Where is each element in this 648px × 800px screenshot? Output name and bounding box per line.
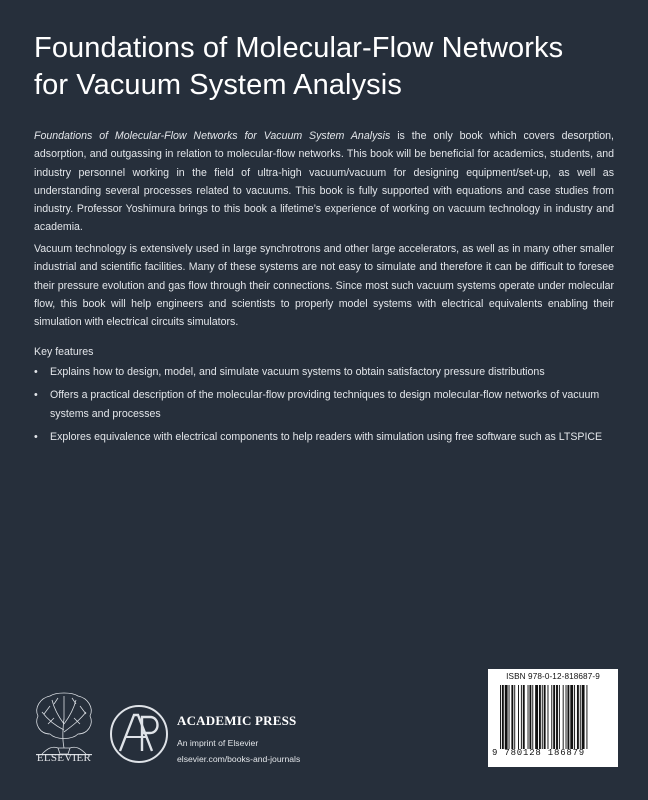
title-line-2: for Vacuum System Analysis xyxy=(34,69,402,101)
book-title xyxy=(34,30,624,104)
barcode-bars xyxy=(500,685,612,749)
key-feature-item: • Explores equivalence with electrical components to help readers with simulation using free software such as LTSPICE xyxy=(34,428,614,446)
isbn-label: ISBN 978-0-12-818687-9 xyxy=(506,672,600,681)
elsevier-wordmark: ELSEVIER xyxy=(36,752,92,764)
academic-press-logo xyxy=(108,703,170,765)
title-line-1: Foundations of Molecular-Flow Networks xyxy=(34,32,564,64)
key-features-heading: Key features xyxy=(34,346,94,358)
imprint-name: ACADEMIC PRESS xyxy=(177,713,297,728)
book-title-italic: Foundations of Molecular-Flow Networks for Vacuum System Analysis xyxy=(34,130,391,142)
key-feature-item: • Offers a practical description of the molecular-flow providing techniques to design molecular-flow networks of vacuum systems and processes xyxy=(34,386,614,423)
key-features-list xyxy=(34,363,614,451)
isbn-barcode xyxy=(488,669,618,767)
publisher-website: elsevier.com/books-and-journals xyxy=(177,754,301,764)
imprint-line: An imprint of Elsevier xyxy=(177,738,259,748)
key-feature-item: • Explains how to design, model, and simulate vacuum systems to obtain satisfactory pressure distributions xyxy=(34,363,614,381)
paragraph-1-text: is the only book which covers desorption, adsorption, and outgassing in relation to molecular-flow networks. This book will be beneficial for academics, students, and industry personnel working in the field of ultra-high vacuum/vacuum for designing equipment/set-up, as well as understanding several processes related to vacuums. This book is fully supported with equations and case studies from industry. Professor Yoshimura brings to this book a lifetime’s experience of working on vacuum technology in industry and academia. xyxy=(34,130,614,234)
description-paragraph-2: Vacuum technology is extensively used in large synchrotrons and other large accelerators, as well as in many other smaller industrial and scientific facilities. Many of these systems are not easy to simulate and therefore it can be difficult to foresee their pressure evolution and gas flow through their connections. Since most such vacuum systems operate under molecular flow, this book will help engineers and scientists to properly model systems with electrical equivalents enabling their simulation with electrical circuits simulators. xyxy=(34,243,614,329)
description-paragraph-1 xyxy=(34,127,614,237)
barcode-digits: 9 780128 186879 xyxy=(492,748,586,758)
